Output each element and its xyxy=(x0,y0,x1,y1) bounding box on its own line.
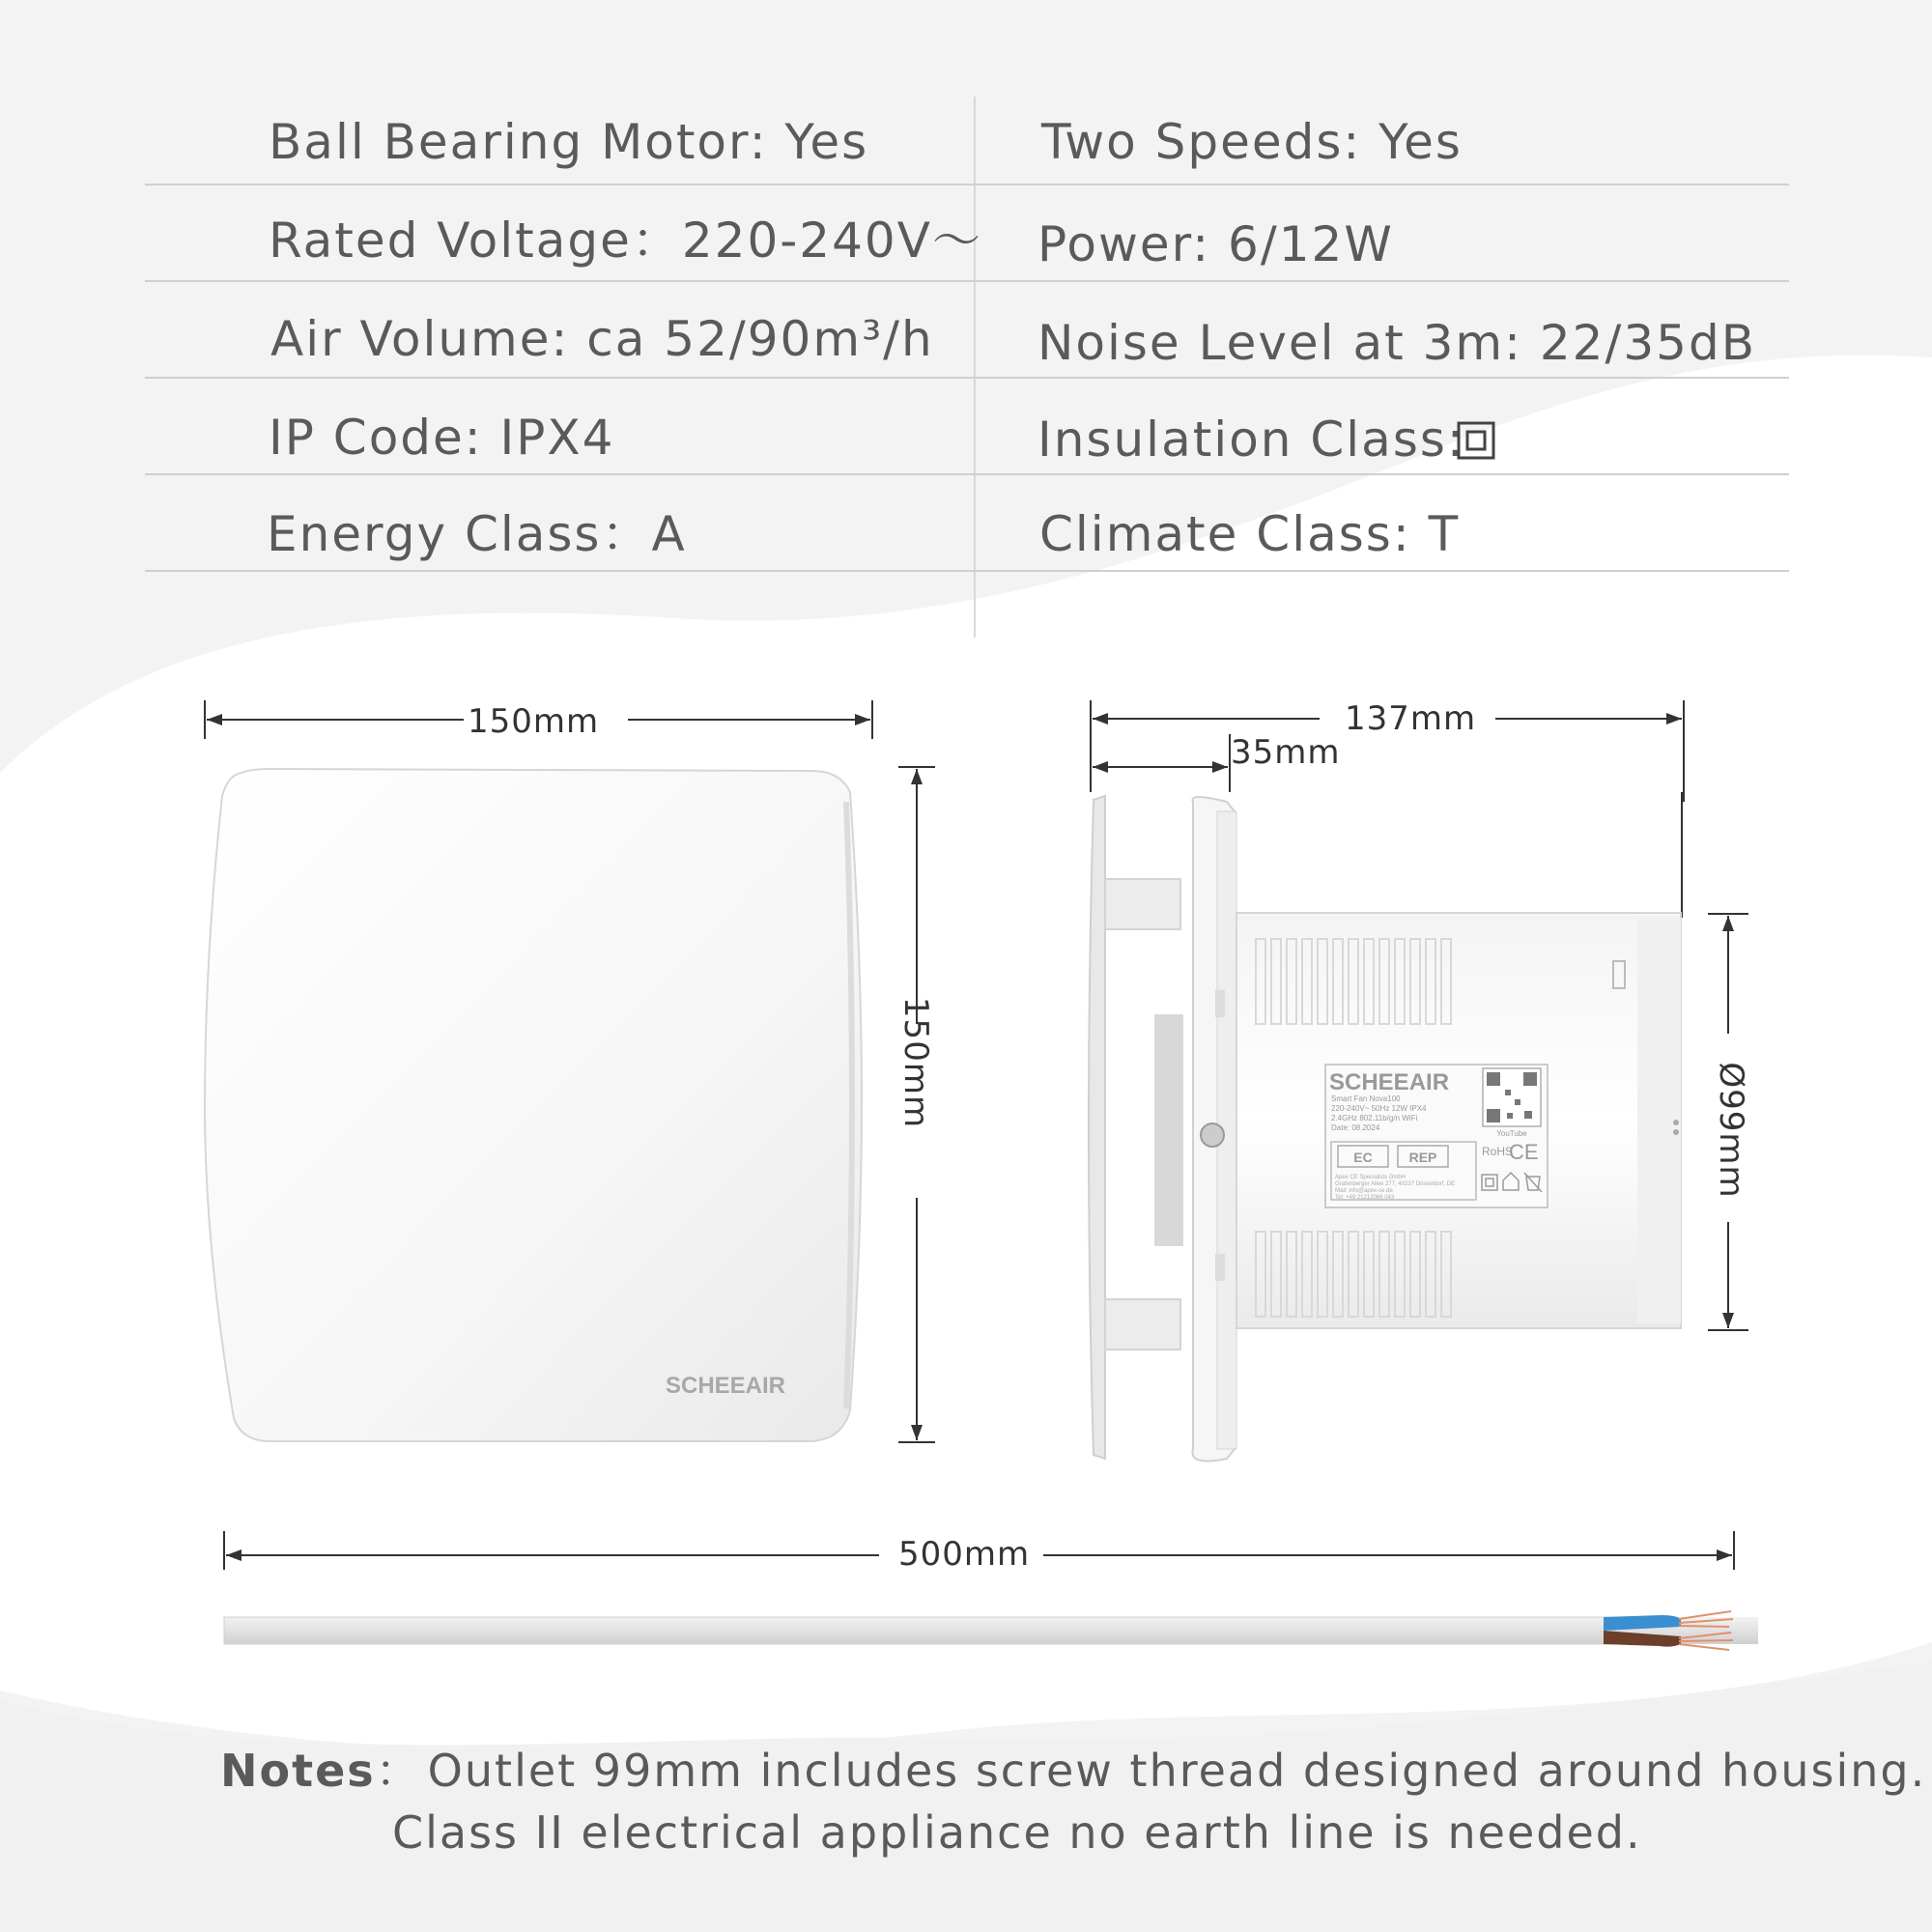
label-rohs: RoHS xyxy=(1482,1145,1514,1158)
label-line-4: Date: 08.2024 xyxy=(1331,1123,1380,1132)
spec-power: Power: 6/12W xyxy=(1037,216,1394,272)
table-divider xyxy=(974,97,976,638)
row-divider xyxy=(145,570,1789,572)
row-divider xyxy=(145,473,1789,475)
notes-line-2: Class II electrical appliance no earth line is needed. xyxy=(392,1806,1642,1859)
label-youtube: YouTube xyxy=(1496,1129,1527,1138)
spec-noise-level: Noise Level at 3m: 22/35dB xyxy=(1037,315,1756,371)
class-ii-icon xyxy=(1457,421,1495,460)
spec-air-volume: Air Volume: ca 52/90m³/h xyxy=(270,311,934,367)
fan-side-view xyxy=(1072,782,1700,1468)
label-address-2: Grafenberger Allee 277, 40237 Düsseldorf, DE xyxy=(1335,1181,1456,1187)
notes-label: Notes xyxy=(220,1745,376,1797)
spec-insulation-class: Insulation Class: xyxy=(1037,412,1465,468)
label-rep: REP xyxy=(1408,1150,1437,1165)
spec-ball-bearing: Ball Bearing Motor: Yes xyxy=(269,114,869,170)
cable-length-label: 500mm xyxy=(898,1535,1031,1574)
spec-climate-class: Climate Class: T xyxy=(1039,506,1461,562)
label-address-3: Mail: info@apex-ce.de xyxy=(1335,1188,1393,1194)
label-address-4: Tel: +49 21212066 043 xyxy=(1335,1195,1395,1201)
notes-line-1 xyxy=(220,1745,1927,1797)
label-ce: CE xyxy=(1509,1140,1539,1164)
front-height-label: 150mm xyxy=(896,996,935,1129)
spec-ip-code: IP Code: IPX4 xyxy=(269,410,615,466)
spec-energy-class: Energy Class：A xyxy=(267,506,687,562)
notes-text-1: Outlet 99mm includes screw thread designed around housing. xyxy=(427,1745,1927,1797)
label-line-1: Smart Fan Nova100 xyxy=(1331,1094,1401,1103)
front-width-label: 150mm xyxy=(468,702,600,741)
front-brand-logo: SCHEEAIR xyxy=(665,1373,786,1399)
row-divider xyxy=(145,377,1789,379)
row-divider xyxy=(145,280,1789,282)
label-line-2: 220-240V~ 50Hz 12W IPX4 xyxy=(1331,1104,1427,1113)
row-divider xyxy=(145,184,1789,185)
label-line-3: 2.4GHz 802.11b/g/n WiFi xyxy=(1331,1114,1418,1122)
spec-two-speeds: Two Speeds: Yes xyxy=(1041,114,1463,170)
label-brand: SCHEEAIR xyxy=(1329,1069,1450,1095)
notes-separator: ： xyxy=(375,1745,422,1797)
side-flange-label: 35mm xyxy=(1231,733,1341,772)
product-label xyxy=(1325,1065,1548,1208)
spec-rated-voltage: Rated Voltage：220-240V～ xyxy=(269,213,982,269)
fan-front-panel xyxy=(193,763,889,1459)
side-depth-label: 137mm xyxy=(1345,699,1477,738)
power-cable xyxy=(213,1594,1758,1671)
label-address-1: Apex CE Specialists GmbH xyxy=(1335,1175,1406,1180)
label-ec: EC xyxy=(1353,1150,1373,1165)
qr-code-icon xyxy=(1483,1068,1541,1126)
outlet-diameter-label: Ø99mm xyxy=(1712,1062,1750,1199)
